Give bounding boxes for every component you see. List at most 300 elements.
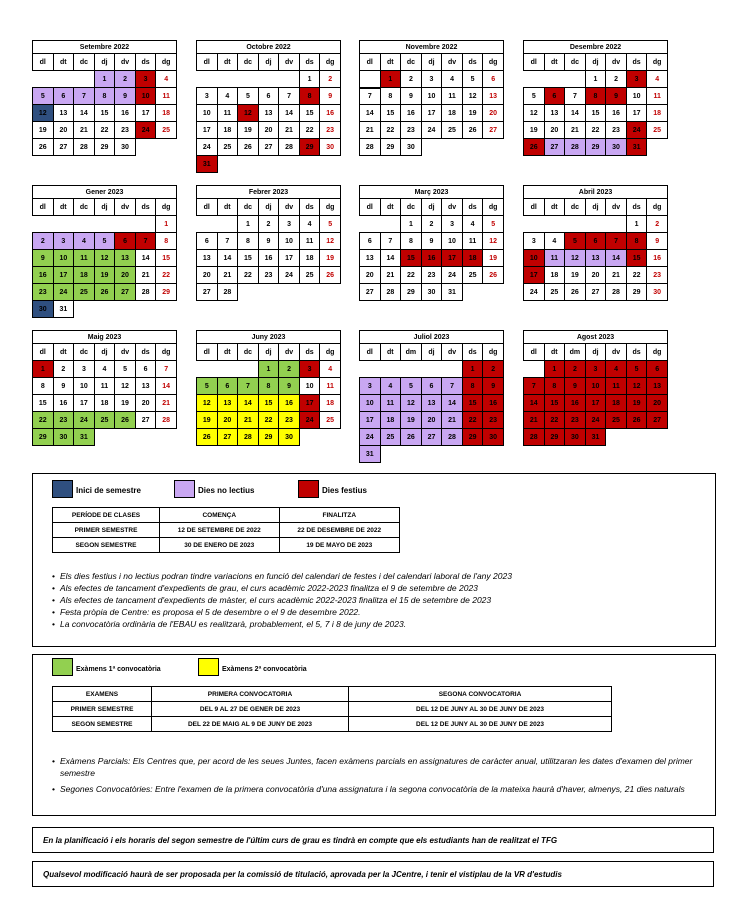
day-cell: 20 — [217, 412, 238, 429]
weekday-header: dv — [606, 199, 627, 216]
month-calendar — [523, 330, 668, 446]
weekday-header: dl — [33, 344, 54, 361]
day-cell: 7 — [524, 378, 545, 395]
exams-header: SEGONA CONVOCATORIA — [349, 687, 612, 702]
day-cell — [299, 429, 320, 446]
day-cell: 22 — [156, 267, 177, 284]
day-cell: 22 — [299, 122, 320, 139]
day-cell: 12 — [115, 378, 136, 395]
day-cell: 27 — [421, 429, 442, 446]
day-cell — [217, 216, 238, 233]
exams-cell: DEL 22 DE MAIG AL 9 DE JUNY DE 2023 — [152, 717, 349, 732]
day-cell: 13 — [115, 250, 136, 267]
month-calendar — [359, 40, 504, 156]
periods-cell: PRIMER SEMESTRE — [53, 523, 160, 538]
day-cell: 16 — [401, 105, 422, 122]
day-cell: 21 — [74, 122, 95, 139]
day-cell — [544, 71, 565, 88]
day-cell: 12 — [320, 233, 341, 250]
weekday-header: dv — [606, 344, 627, 361]
day-cell: 29 — [626, 284, 647, 301]
day-cell — [156, 139, 177, 156]
day-cell — [74, 301, 95, 318]
day-cell: 26 — [33, 139, 54, 156]
day-cell: 1 — [94, 71, 115, 88]
exams-table — [52, 686, 612, 732]
day-cell — [421, 139, 442, 156]
weekday-header: dc — [238, 344, 259, 361]
legend-swatch-holiday — [298, 480, 319, 498]
day-cell: 27 — [197, 284, 218, 301]
day-cell: 1 — [585, 71, 606, 88]
day-cell: 26 — [565, 284, 586, 301]
day-cell: 4 — [156, 71, 177, 88]
day-cell — [320, 284, 341, 301]
month-title: Setembre 2022 — [33, 41, 177, 54]
day-cell: 27 — [53, 139, 74, 156]
weekday-header: dt — [53, 199, 74, 216]
day-cell: 31 — [74, 429, 95, 446]
day-cell: 6 — [53, 88, 74, 105]
weekday-header: ds — [299, 199, 320, 216]
day-cell: 5 — [524, 88, 545, 105]
day-cell: 8 — [626, 233, 647, 250]
exams-cell: SEGON SEMESTRE — [53, 717, 152, 732]
day-cell: 29 — [462, 429, 483, 446]
day-cell: 22 — [238, 267, 259, 284]
day-cell: 23 — [115, 122, 136, 139]
weekday-header: dt — [544, 199, 565, 216]
day-cell: 22 — [380, 122, 401, 139]
day-cell: 23 — [401, 122, 422, 139]
day-cell: 18 — [606, 395, 627, 412]
day-cell — [647, 429, 668, 446]
day-cell: 9 — [565, 378, 586, 395]
day-cell: 4 — [544, 233, 565, 250]
weekday-header: dv — [115, 54, 136, 71]
day-cell: 8 — [585, 88, 606, 105]
day-cell: 25 — [299, 267, 320, 284]
day-cell: 27 — [258, 139, 279, 156]
day-cell: 30 — [320, 139, 341, 156]
day-cell: 15 — [156, 250, 177, 267]
weekday-header: ds — [626, 54, 647, 71]
day-cell: 28 — [565, 139, 586, 156]
weekday-header: dg — [647, 54, 668, 71]
weekday-header: dv — [279, 54, 300, 71]
day-cell: 29 — [401, 284, 422, 301]
weekday-header: dj — [585, 344, 606, 361]
day-cell: 5 — [197, 378, 218, 395]
day-cell: 18 — [94, 395, 115, 412]
day-cell: 21 — [380, 267, 401, 284]
day-cell: 17 — [135, 105, 156, 122]
month-calendar — [196, 185, 341, 301]
weekday-header: ds — [462, 54, 483, 71]
day-cell: 20 — [360, 267, 381, 284]
day-cell: 12 — [483, 233, 504, 250]
day-cell: 19 — [115, 395, 136, 412]
day-cell: 14 — [565, 105, 586, 122]
day-cell: 18 — [380, 412, 401, 429]
day-cell: 11 — [606, 378, 627, 395]
day-cell: 9 — [53, 378, 74, 395]
day-cell: 3 — [524, 233, 545, 250]
weekday-header: ds — [462, 199, 483, 216]
month-title: Octobre 2022 — [197, 41, 341, 54]
day-cell: 26 — [320, 267, 341, 284]
day-cell: 1 — [380, 71, 401, 88]
exams-cell: DEL 9 AL 27 DE GENER DE 2023 — [152, 702, 349, 717]
day-cell: 26 — [94, 284, 115, 301]
day-cell: 12 — [401, 395, 422, 412]
day-cell: 17 — [74, 395, 95, 412]
weekday-header: dv — [442, 54, 463, 71]
day-cell: 2 — [565, 361, 586, 378]
day-cell: 3 — [74, 361, 95, 378]
weekday-header: ds — [299, 54, 320, 71]
day-cell: 7 — [606, 233, 627, 250]
periods-cell: 19 DE MAYO DE 2023 — [279, 538, 399, 553]
weekday-header: dc — [565, 54, 586, 71]
weekday-header: dl — [360, 54, 381, 71]
day-cell: 17 — [197, 122, 218, 139]
day-cell: 25 — [647, 122, 668, 139]
day-cell — [462, 139, 483, 156]
day-cell: 29 — [94, 139, 115, 156]
day-cell: 23 — [53, 412, 74, 429]
exams-cell: PRIMER SEMESTRE — [53, 702, 152, 717]
day-cell: 3 — [135, 71, 156, 88]
day-cell — [135, 139, 156, 156]
day-cell: 17 — [299, 395, 320, 412]
day-cell: 17 — [585, 395, 606, 412]
day-cell: 15 — [299, 105, 320, 122]
day-cell: 29 — [156, 284, 177, 301]
day-cell: 20 — [135, 395, 156, 412]
day-cell: 11 — [442, 88, 463, 105]
day-cell: 8 — [380, 88, 401, 105]
day-cell: 7 — [442, 378, 463, 395]
day-cell — [524, 361, 545, 378]
day-cell: 28 — [135, 284, 156, 301]
day-cell: 20 — [585, 267, 606, 284]
day-cell — [217, 361, 238, 378]
weekday-header: dl — [33, 199, 54, 216]
day-cell: 7 — [380, 233, 401, 250]
day-cell: 10 — [74, 378, 95, 395]
weekday-header: dt — [217, 199, 238, 216]
day-cell: 7 — [156, 361, 177, 378]
day-cell: 30 — [279, 429, 300, 446]
weekday-header: dg — [483, 344, 504, 361]
weekday-header: dg — [156, 344, 177, 361]
day-cell: 2 — [320, 71, 341, 88]
weekday-header: dt — [53, 54, 74, 71]
weekday-header: dl — [524, 199, 545, 216]
weekday-header: dj — [421, 199, 442, 216]
day-cell: 2 — [33, 233, 54, 250]
day-cell — [544, 216, 565, 233]
weekday-header: dj — [421, 54, 442, 71]
exams-cell: DEL 12 DE JUNY AL 30 DE JUNY DE 2023 — [349, 717, 612, 732]
day-cell: 12 — [462, 88, 483, 105]
day-cell: 1 — [462, 361, 483, 378]
day-cell: 31 — [360, 446, 381, 463]
day-cell: 17 — [279, 250, 300, 267]
day-cell — [606, 216, 627, 233]
day-cell: 14 — [156, 378, 177, 395]
day-cell: 19 — [565, 267, 586, 284]
day-cell: 25 — [462, 267, 483, 284]
day-cell: 19 — [401, 412, 422, 429]
day-cell: 9 — [115, 88, 136, 105]
day-cell: 17 — [53, 267, 74, 284]
day-cell: 25 — [94, 412, 115, 429]
day-cell: 30 — [483, 429, 504, 446]
day-cell — [360, 71, 381, 88]
day-cell: 9 — [421, 233, 442, 250]
day-cell: 11 — [156, 88, 177, 105]
day-cell: 23 — [320, 122, 341, 139]
day-cell: 5 — [483, 216, 504, 233]
day-cell: 19 — [33, 122, 54, 139]
day-cell: 30 — [606, 139, 627, 156]
day-cell: 1 — [544, 361, 565, 378]
day-cell: 23 — [606, 122, 627, 139]
day-cell: 16 — [279, 395, 300, 412]
day-cell: 11 — [462, 233, 483, 250]
day-cell: 9 — [606, 88, 627, 105]
weekday-header: dg — [647, 199, 668, 216]
day-cell: 6 — [258, 88, 279, 105]
day-cell: 18 — [462, 250, 483, 267]
month-calendar — [359, 185, 504, 301]
weekday-header: dc — [565, 199, 586, 216]
weekday-header: dv — [279, 344, 300, 361]
day-cell: 12 — [565, 250, 586, 267]
day-cell — [483, 284, 504, 301]
weekday-header: dl — [360, 199, 381, 216]
legend-swatch-second-call — [198, 658, 219, 676]
day-cell — [94, 301, 115, 318]
day-cell: 17 — [524, 267, 545, 284]
periods-cell: 22 DE DESEMBRE DE 2022 — [279, 523, 399, 538]
day-cell: 7 — [217, 233, 238, 250]
day-cell: 3 — [421, 71, 442, 88]
day-cell: 20 — [115, 267, 136, 284]
periods-cell: 12 DE SETEMBRE DE 2022 — [160, 523, 280, 538]
day-cell: 27 — [360, 284, 381, 301]
day-cell — [74, 216, 95, 233]
day-cell: 16 — [320, 105, 341, 122]
weekday-header: dl — [197, 54, 218, 71]
day-cell: 15 — [585, 105, 606, 122]
weekday-header: dj — [258, 54, 279, 71]
day-cell: 15 — [401, 250, 422, 267]
day-cell — [238, 361, 259, 378]
day-cell — [197, 361, 218, 378]
weekday-header: dc — [401, 54, 422, 71]
day-cell: 8 — [156, 233, 177, 250]
day-cell: 13 — [217, 395, 238, 412]
day-cell: 22 — [462, 412, 483, 429]
day-cell — [565, 216, 586, 233]
day-cell: 23 — [483, 412, 504, 429]
day-cell — [74, 71, 95, 88]
day-cell: 13 — [483, 88, 504, 105]
month-title: Novembre 2022 — [360, 41, 504, 54]
day-cell: 6 — [197, 233, 218, 250]
notes-list-1 — [52, 570, 702, 630]
day-cell — [442, 361, 463, 378]
day-cell: 15 — [238, 250, 259, 267]
day-cell: 21 — [156, 395, 177, 412]
day-cell: 24 — [360, 429, 381, 446]
weekday-header: dl — [524, 54, 545, 71]
day-cell: 10 — [197, 105, 218, 122]
day-cell: 9 — [483, 378, 504, 395]
weekday-header: ds — [299, 344, 320, 361]
day-cell: 10 — [442, 233, 463, 250]
day-cell — [197, 71, 218, 88]
day-cell — [421, 446, 442, 463]
day-cell: 9 — [279, 378, 300, 395]
weekday-header: dl — [197, 344, 218, 361]
day-cell: 27 — [135, 412, 156, 429]
day-cell: 7 — [565, 88, 586, 105]
exams-cell: DEL 12 DE JUNY AL 30 DE JUNY DE 2023 — [349, 702, 612, 717]
day-cell — [380, 446, 401, 463]
day-cell — [279, 156, 300, 173]
day-cell: 26 — [197, 429, 218, 446]
weekday-header: dj — [585, 199, 606, 216]
day-cell — [238, 71, 259, 88]
day-cell: 5 — [401, 378, 422, 395]
day-cell: 20 — [544, 122, 565, 139]
day-cell: 5 — [320, 216, 341, 233]
weekday-header: dt — [544, 344, 565, 361]
weekday-header: dc — [238, 54, 259, 71]
month-title: Desembre 2022 — [524, 41, 668, 54]
day-cell: 20 — [53, 122, 74, 139]
day-cell: 28 — [360, 139, 381, 156]
weekday-header: dj — [258, 199, 279, 216]
day-cell: 24 — [74, 412, 95, 429]
legend-label-holiday: Dies festius — [322, 486, 367, 495]
day-cell — [606, 429, 627, 446]
weekday-header: dl — [33, 54, 54, 71]
day-cell: 28 — [380, 284, 401, 301]
day-cell: 22 — [585, 122, 606, 139]
day-cell: 30 — [421, 284, 442, 301]
month-calendar — [359, 330, 504, 463]
weekday-header: dm — [401, 344, 422, 361]
day-cell: 4 — [462, 216, 483, 233]
day-cell: 28 — [442, 429, 463, 446]
day-cell: 19 — [462, 105, 483, 122]
day-cell: 25 — [74, 284, 95, 301]
day-cell: 12 — [626, 378, 647, 395]
day-cell — [238, 156, 259, 173]
day-cell: 11 — [299, 233, 320, 250]
day-cell: 6 — [585, 233, 606, 250]
month-calendar — [523, 185, 668, 301]
day-cell: 31 — [442, 284, 463, 301]
day-cell: 20 — [483, 105, 504, 122]
day-cell: 7 — [135, 233, 156, 250]
day-cell: 15 — [462, 395, 483, 412]
day-cell: 5 — [462, 71, 483, 88]
periods-cell: SEGON SEMESTRE — [53, 538, 160, 553]
day-cell: 19 — [626, 395, 647, 412]
day-cell: 30 — [33, 301, 54, 318]
weekday-header: dv — [279, 199, 300, 216]
day-cell: 10 — [279, 233, 300, 250]
day-cell: 18 — [74, 267, 95, 284]
day-cell: 3 — [626, 71, 647, 88]
day-cell — [320, 429, 341, 446]
day-cell: 13 — [258, 105, 279, 122]
weekday-header: dg — [320, 199, 341, 216]
day-cell: 24 — [197, 139, 218, 156]
day-cell: 24 — [53, 284, 74, 301]
weekday-header: dm — [565, 344, 586, 361]
day-cell: 21 — [238, 412, 259, 429]
day-cell: 9 — [320, 88, 341, 105]
day-cell: 8 — [544, 378, 565, 395]
day-cell: 5 — [115, 361, 136, 378]
day-cell: 27 — [483, 122, 504, 139]
periods-header: PERÍODE DE CLASES — [53, 508, 160, 523]
weekday-header: ds — [462, 344, 483, 361]
day-cell: 22 — [544, 412, 565, 429]
weekday-header: dt — [544, 54, 565, 71]
day-cell: 10 — [626, 88, 647, 105]
day-cell: 8 — [462, 378, 483, 395]
day-cell: 24 — [585, 412, 606, 429]
day-cell: 5 — [33, 88, 54, 105]
day-cell: 4 — [74, 233, 95, 250]
day-cell — [462, 284, 483, 301]
day-cell: 5 — [565, 233, 586, 250]
day-cell — [53, 216, 74, 233]
day-cell: 13 — [421, 395, 442, 412]
day-cell: 19 — [524, 122, 545, 139]
day-cell: 24 — [524, 284, 545, 301]
day-cell: 25 — [606, 412, 627, 429]
day-cell: 23 — [565, 412, 586, 429]
day-cell: 15 — [33, 395, 54, 412]
day-cell — [135, 429, 156, 446]
day-cell: 14 — [135, 250, 156, 267]
day-cell: 26 — [401, 429, 422, 446]
day-cell — [462, 446, 483, 463]
legend-swatch-first-call — [52, 658, 73, 676]
day-cell: 16 — [33, 267, 54, 284]
day-cell: 5 — [626, 361, 647, 378]
day-cell: 29 — [544, 429, 565, 446]
day-cell: 9 — [258, 233, 279, 250]
day-cell: 24 — [626, 122, 647, 139]
day-cell: 12 — [238, 105, 259, 122]
day-cell: 21 — [279, 122, 300, 139]
month-title: Gener 2023 — [33, 186, 177, 199]
day-cell: 30 — [53, 429, 74, 446]
day-cell: 25 — [442, 122, 463, 139]
footer-note-tfg: En la planificació i els horaris del segon semestre de l'últim curs de grau es tindrà en compte que els estudiants han de realitzat el TFG — [32, 827, 714, 853]
day-cell: 3 — [585, 361, 606, 378]
